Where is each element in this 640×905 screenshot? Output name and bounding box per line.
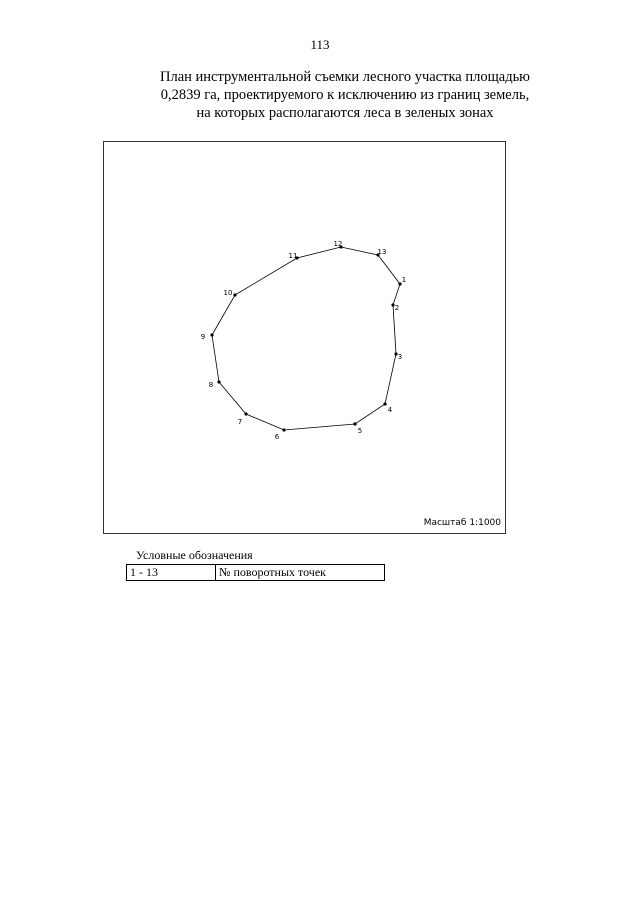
turning-point-label: 12	[333, 240, 343, 248]
legend-title: Условные обозначения	[136, 548, 253, 562]
turning-point-label: 9	[200, 333, 206, 341]
turning-point-label: 10	[223, 289, 233, 297]
turning-point-label: 5	[357, 427, 363, 435]
document-title	[110, 68, 580, 122]
turning-point-marker	[353, 422, 356, 425]
title-line: План инструментальной съемки лесного участка площадью	[159, 69, 531, 85]
turning-point-marker	[282, 428, 285, 431]
legend-row	[127, 565, 385, 581]
turning-point-label: 8	[208, 381, 214, 389]
turning-point-label: 7	[237, 418, 243, 426]
turning-point-label: 4	[387, 406, 393, 414]
legend-table	[126, 564, 385, 581]
turning-point-marker	[383, 402, 386, 405]
turning-point-marker	[210, 333, 213, 336]
legend-key: 1 - 13	[127, 565, 216, 581]
turning-point-label: 2	[394, 304, 400, 312]
plan-drawing	[104, 142, 507, 535]
turning-point-marker	[233, 293, 236, 296]
title-line: на которых располагаются леса в зеленых зонах	[196, 105, 494, 121]
turning-point-label: 11	[288, 252, 298, 260]
turning-point-label: 13	[377, 248, 387, 256]
turning-point-marker	[244, 412, 247, 415]
turning-point-marker	[217, 380, 220, 383]
survey-plan	[103, 141, 506, 534]
title-line: 0,2839 га, проектируемого к исключению из границ земель,	[160, 87, 530, 103]
turning-point-label: 1	[401, 276, 407, 284]
turning-point-label: 3	[397, 353, 403, 361]
page-number: 113	[310, 37, 330, 52]
scale-label: Масштаб 1:1000	[423, 518, 501, 528]
boundary-polygon	[212, 247, 403, 430]
turning-point-label: 6	[274, 433, 280, 441]
legend-description: № поворотных точек	[216, 565, 385, 581]
